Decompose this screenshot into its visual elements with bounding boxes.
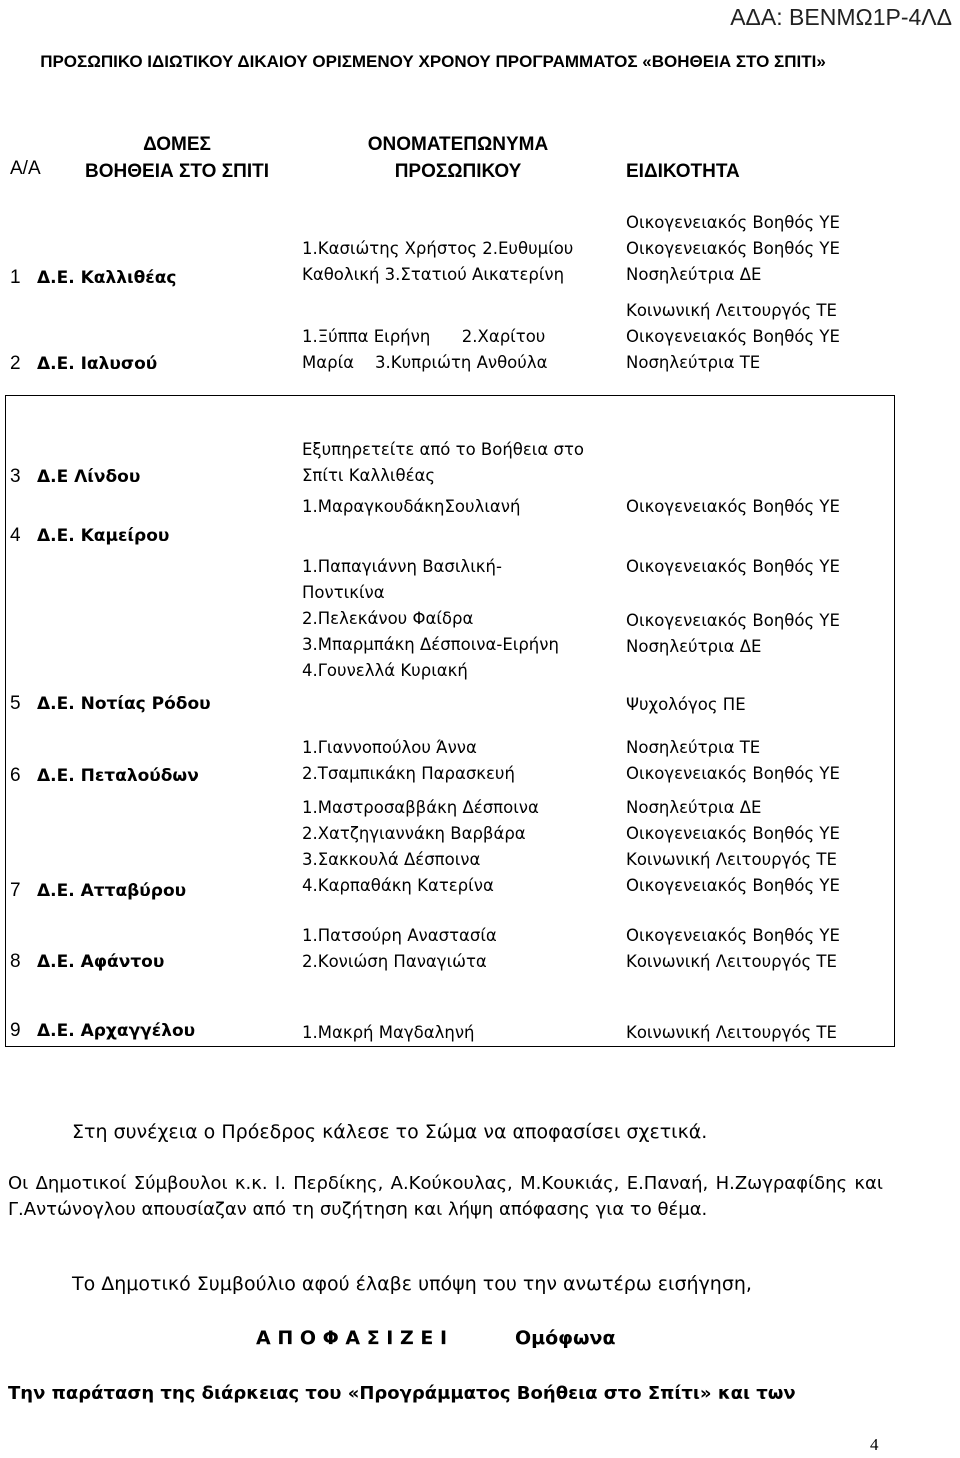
table-rule	[5, 395, 894, 396]
row-names: 1.Παπαγιάννη Βασιλική- Ποντικίνα 2.Πελεκάνου Φαίδρα 3.Μπαρμπάκη Δέσποινα-Ειρήνη 4.Γουνελλά Κυριακή	[302, 557, 559, 680]
row-number: 9	[10, 1020, 21, 1041]
row-number: 2	[10, 353, 21, 374]
row-number: 3	[10, 466, 21, 487]
row-names: 1.Γιαννοπούλου Άννα 2.Τσαμπικάκη Παρασκευή	[302, 738, 515, 783]
row-names: 1.Μαστροσαββάκη Δέσποινα 2.Χατζηγιαννάκη Βαρβάρα 3.Σακκουλά Δέσποινα 4.Καρπαθάκη Κατερίνα	[302, 798, 539, 895]
page-number: 4	[870, 1435, 879, 1454]
header-domes: ΔΟΜΕΣ ΒΟΗΘΕΙΑ ΣΤΟ ΣΠΙΤΙ	[85, 134, 269, 182]
row-structure: Δ.Ε. Καμείρου	[37, 526, 170, 546]
row-structure: Δ.Ε. Καλλιθέας	[37, 268, 177, 288]
paragraph-absent-members: Οι Δημοτικοί Σύμβουλοι κ.κ. Ι. Περδίκης, Α.Κούκουλας, Μ.Κουκιάς, Ε.Παναή, Η.Ζωγραφίδης και Γ.Αντώνογλου απουσίαζαν από τη συζήτηση και λήψη απόφασης για το θέμα.	[8, 1173, 883, 1220]
row-number: 4	[10, 525, 21, 546]
header-names: ΟΝΟΜΑΤΕΠΩΝΥΜΑ ΠΡΟΣΩΠΙΚΟΥ	[367, 134, 549, 182]
row-names: Εξυπηρετείτε από το Βοήθεια στο Σπίτι Καλλιθέας	[302, 440, 584, 485]
row-names: 1.Πατσούρη Αναστασία 2.Κονιώση Παναγιώτα	[302, 926, 497, 971]
row-specialty: Κοινωνική Λειτουργός ΤΕ	[626, 1023, 837, 1042]
row-names: 1.Κασιώτης Χρήστος 2.Ευθυμίου Καθολική 3.Στατιού Αικατερίνη	[302, 239, 574, 284]
row-number: 1	[10, 267, 21, 288]
row-structure: Δ.Ε. Αρχαγγέλου	[37, 1021, 196, 1041]
row-specialty: Νοσηλεύτρια ΤΕ Οικογενειακός Βοηθός ΥΕ	[626, 738, 840, 783]
row-names: 1.ΜαραγκουδάκηΣουλιανή	[302, 497, 521, 516]
row-specialty: Οικογενειακός Βοηθός ΥΕ Νοσηλεύτρια ΔΕ	[626, 611, 840, 656]
row-names: 1.Μακρή Μαγδαληνή	[302, 1023, 475, 1042]
row-specialty: Κοινωνική Λειτουργός ΤΕ Οικογενειακός Βοηθός ΥΕ Νοσηλεύτρια ΤΕ	[626, 301, 840, 372]
row-number: 6	[10, 765, 21, 786]
table-border	[894, 395, 895, 1047]
row-structure: Δ.Ε. Ατταβύρου	[37, 881, 187, 901]
table-rule	[5, 1046, 894, 1047]
header-spec: ΕΙΔΙΚΟΤΗΤΑ	[626, 161, 740, 182]
row-structure: Δ.Ε. Αφάντου	[37, 952, 165, 972]
row-structure: Δ.Ε. Νοτίας Ρόδου	[37, 694, 211, 714]
header-aa: Α/Α	[10, 158, 41, 179]
row-specialty: Ψυχολόγος ΠΕ	[626, 695, 746, 714]
row-specialty: Οικογενειακός Βοηθός ΥΕ Οικογενειακός Βοηθός ΥΕ Νοσηλεύτρια ΔΕ	[626, 213, 840, 284]
paragraph-call-vote: Στη συνέχεια ο Πρόεδρος κάλεσε το Σώμα να αποφασίσει σχετικά.	[72, 1121, 708, 1143]
document-title: ΠΡΟΣΩΠΙΚΟ ΙΔΙΩΤΙΚΟΥ ΔΙΚΑΙΟΥ ΟΡΙΣΜΕΝΟΥ ΧΡΟΝΟΥ ΠΡΟΓΡΑΜΜΑΤΟΣ «ΒΟΗΘΕΙΑ ΣΤΟ ΣΠΙΤΙ»	[40, 52, 826, 71]
row-number: 5	[10, 693, 21, 714]
paragraph-council: Το Δημοτικό Συμβούλιο αφού έλαβε υπόψη του την ανωτέρω εισήγηση,	[72, 1273, 752, 1295]
table-border	[5, 395, 6, 1047]
decision-unanimous: Ομόφωνα	[515, 1327, 616, 1349]
row-specialty: Νοσηλεύτρια ΔΕ Οικογενειακός Βοηθός ΥΕ Κοινωνική Λειτουργός ΤΕ Οικογενειακός Βοηθός ΥΕ	[626, 798, 840, 895]
row-names: 1.Ξύππα Ειρήνη 2.Χαρίτου Μαρία 3.Κυπριώτη Ανθούλα	[302, 327, 548, 372]
paragraph-extension: Την παράταση της διάρκειας του «Προγράμματος Βοήθεια στο Σπίτι» και των	[8, 1383, 796, 1404]
row-structure: Δ.Ε Λίνδου	[37, 467, 141, 487]
ada-code: ΑΔΑ: ΒΕΝΜΩ1Ρ-4ΛΔ	[730, 4, 952, 30]
row-structure: Δ.Ε. Πεταλούδων	[37, 766, 199, 786]
row-specialty: Οικογενειακός Βοηθός ΥΕ	[626, 497, 840, 516]
decision-heading: Α Π Ο Φ Α Σ Ι Ζ Ε Ι	[256, 1327, 448, 1349]
row-number: 7	[10, 880, 21, 901]
row-specialty: Οικογενειακός Βοηθός ΥΕ	[626, 557, 840, 576]
row-number: 8	[10, 951, 21, 972]
row-structure: Δ.Ε. Ιαλυσού	[37, 354, 158, 374]
row-specialty: Οικογενειακός Βοηθός ΥΕ Κοινωνική Λειτουργός ΤΕ	[626, 926, 840, 971]
